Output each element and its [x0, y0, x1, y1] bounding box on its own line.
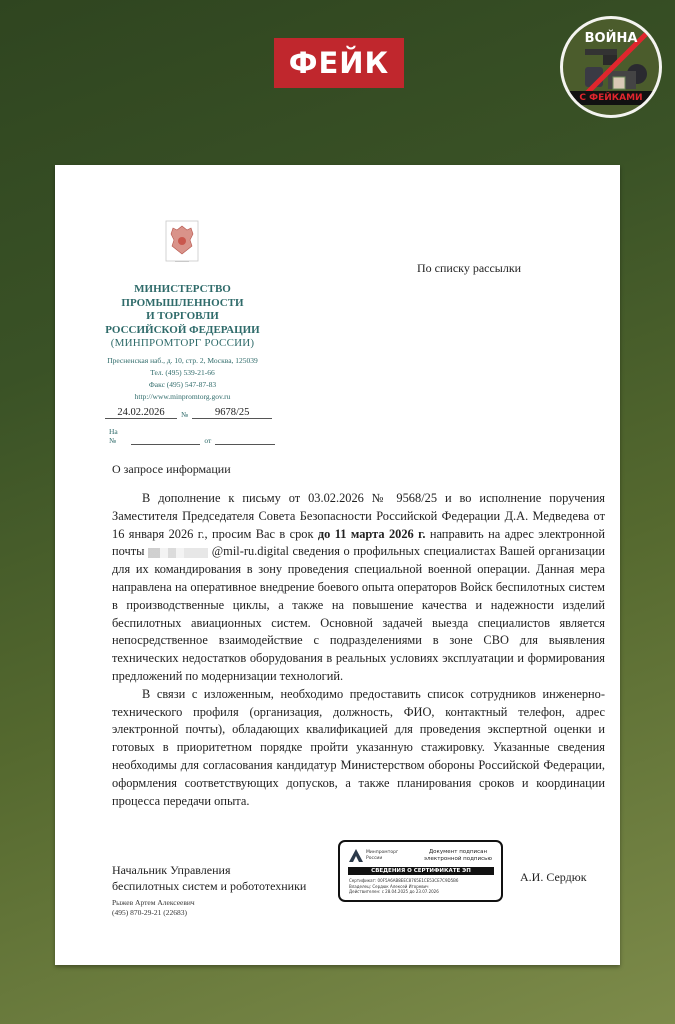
- email-domain: @mil-ru.digital: [211, 544, 289, 559]
- executor-name: Рыжев Артем Алексеевич: [112, 898, 195, 907]
- signer-title: [112, 862, 306, 894]
- phone: Тел. (495) 539-21-66: [150, 368, 215, 377]
- reference-line: [105, 427, 275, 445]
- ministry-abbreviation: (МИНПРОМТОРГ РОССИИ): [110, 337, 255, 349]
- body-text: направить на адрес электронной почты: [112, 526, 605, 559]
- reference-label: На №: [109, 427, 118, 445]
- stamp-cert-details: Сертификат: 00F5A6AB8EEC8765E1CE53CE7C9D5B6 Владелец: Сердюк Алексей Игоревич Действителен: с 28.04.2025 до 23.07.2026: [349, 878, 459, 894]
- letter-number: 9678/25: [192, 407, 272, 419]
- registration-line: [105, 407, 275, 419]
- ministry-line: РОССИЙСКОЙ ФЕДЕРАЦИИ: [105, 323, 260, 336]
- recipient: По списку рассылки: [417, 261, 522, 275]
- stamp-signed-text: Документ подписан электронной подписью: [423, 849, 492, 862]
- electronic-signature-stamp: [338, 840, 503, 902]
- fax: Факс (495) 547-87-83: [148, 380, 217, 389]
- reference-date-blank: [215, 434, 275, 445]
- body-paragraph: В связи с изложенным, необходимо предоставить список сотрудников инженерно-технического профиля (организация, должность, ФИО, контактный телефон, адрес электронной почты), обладающих квалификацией для проведения экспертной оценки и готовых в приоритетном порядке пройти указанную стажировку. Указанные сведения необходимы для согласования кандидатур Министерством обороны Российской Федерации, оформления соответствующих допусков, а также планирования сроков и координации процесса передачи опыта.: [112, 686, 605, 808]
- ministry-contacts: [90, 355, 275, 403]
- signer-title-line: беспилотных систем и робототехники: [112, 879, 307, 893]
- body-text: сведения о профильных специалистах Вашей организации для их командирования в зону проведения специальной военной операции. Данная мера направлена на оперативное внедрение боевого опыта операторов Войск беспилотных систем в производственные циклы, а также на повышение качества и надежности изделий беспилотных авиационных систем. Основной задачей выезда специалистов является непосредственное взаимодействие с подразделениями в зоне СВО для выявления технических недостатков оборудования в реальных условиях эксплуатации и формирования предложений по модернизации технологий.: [112, 544, 605, 683]
- reference-from-label: от: [204, 436, 212, 445]
- logo-top-text: ВОЙНА: [584, 31, 638, 46]
- signer-name: А.И. Сердюк: [520, 870, 587, 884]
- channel-logo: [560, 16, 662, 118]
- letter-date: 24.02.2026: [105, 407, 177, 419]
- body-text: В дополнение к письму от 03.02.2026 № 9568/25 и во исполнение поручения Заместителя Председателя Совета Безопасности Российской Федерации Д.А. Медведева от 16 января 2026 г., просим Вас в срок: [112, 491, 605, 541]
- stamp-cert-header: СВЕДЕНИЯ О СЕРТИФИКАТЕ ЭП: [348, 867, 494, 875]
- body-paragraph: [112, 490, 605, 686]
- executor-info: [112, 898, 195, 917]
- ministry-line: ПРОМЫШЛЕННОСТИ: [121, 296, 244, 309]
- signer-title-line: Начальник Управления: [112, 863, 231, 877]
- executor-phone: (495) 870-29-21 (22683): [112, 907, 187, 917]
- deadline-bold: до 11 марта 2026 г.: [317, 526, 426, 541]
- number-label: №: [181, 410, 189, 419]
- document-page: [55, 165, 620, 965]
- ministry-line: И ТОРГОВЛИ: [146, 310, 219, 322]
- letter-body: [112, 490, 605, 810]
- stamp-org: Минпромторг России: [366, 850, 399, 861]
- logo-bottom-text: С ФЕЙКАМИ: [563, 91, 659, 105]
- reference-number-blank: [131, 434, 201, 445]
- subject: О запросе информации: [112, 462, 231, 476]
- ministry-line: МИНИСТЕРСТВО: [134, 283, 231, 295]
- redacted-email: [148, 548, 208, 558]
- ministry-logo-icon: [349, 849, 363, 862]
- website: http://www.minpromtorg.gov.ru: [134, 392, 231, 401]
- coat-of-arms-icon: [165, 220, 199, 276]
- fake-label-badge: ФЕЙК: [274, 38, 404, 88]
- ministry-name: [95, 283, 270, 351]
- address: Пресненская наб., д. 10, стр. 2, Москва, 125039: [107, 356, 258, 365]
